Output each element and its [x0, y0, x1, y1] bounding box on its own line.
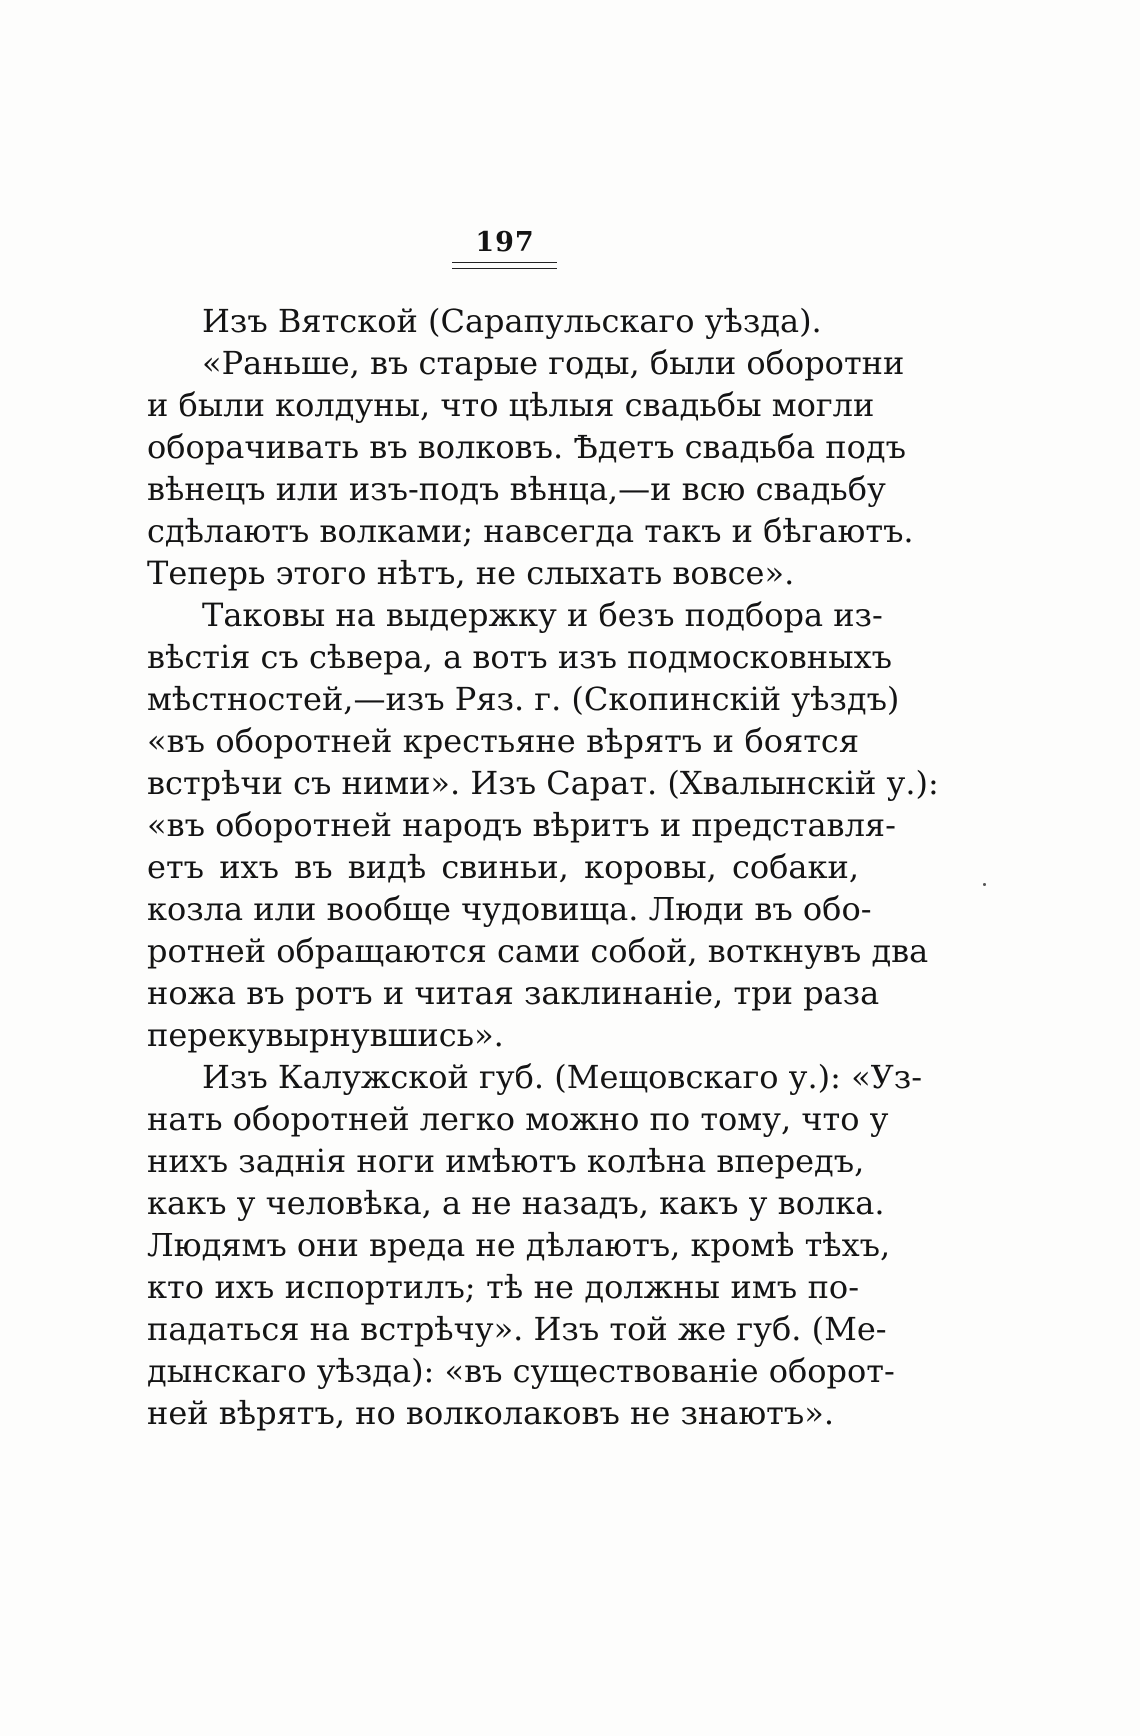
- text-line: козла или вообще чудовища. Люди въ обо-: [147, 890, 872, 928]
- text-line: ротней обращаются сами собой, воткнувъ два: [147, 932, 929, 970]
- text-line: кто ихъ испортилъ; тѣ не должны имъ по-: [147, 1268, 859, 1306]
- text-line: Изъ Калужской губ. (Мещовскаго у.): «Уз-: [202, 1058, 923, 1096]
- text-line: встрѣчи съ ними». Изъ Сарат. (Хвалынскій у.):: [147, 764, 939, 802]
- text-line: сдѣлаютъ волками; навсегда такъ и бѣгаютъ.: [147, 512, 914, 550]
- text-line: Людямъ они вреда не дѣлаютъ, кромѣ тѣхъ,: [147, 1226, 891, 1264]
- text-line: Таковы на выдержку и безъ подбора из-: [202, 596, 883, 634]
- page-number-rule: [452, 268, 557, 269]
- text-line: вѣнецъ или изъ-подъ вѣнца,—и всю свадьбу: [147, 470, 886, 508]
- text-line: етъ ихъ въ видѣ свиньи, коровы, собаки,: [147, 848, 859, 886]
- text-line: мѣстностей,—изъ Ряз. г. (Скопинскій уѣздъ): [147, 680, 900, 718]
- text-line: «въ оборотней народъ вѣритъ и представля-: [147, 806, 896, 844]
- text-line: и были колдуны, что цѣлыя свадьбы могли: [147, 386, 875, 424]
- text-line: Теперь этого нѣтъ, не слыхать вовсе».: [147, 554, 795, 592]
- page-number-rule: [452, 262, 557, 263]
- page-number: 197: [475, 227, 535, 258]
- text-line: «въ оборотней крестьяне вѣрятъ и боятся: [147, 722, 859, 760]
- text-line: вѣстія съ сѣвера, а вотъ изъ подмосковныхъ: [147, 638, 892, 676]
- text-line: нать оборотней легко можно по тому, что у: [147, 1100, 889, 1138]
- text-line: «Раньше, въ старые годы, были оборотни: [202, 344, 905, 382]
- text-line: оборачивать въ волковъ. Ѣдетъ свадьба подъ: [147, 428, 906, 466]
- text-line: какъ у человѣка, а не назадъ, какъ у волка.: [147, 1184, 885, 1222]
- text-line: падаться на встрѣчу». Изъ той же губ. (Ме-: [147, 1310, 887, 1348]
- print-speck: [983, 883, 986, 886]
- text-line: дынскаго уѣзда): «въ существованіе оборот-: [147, 1352, 895, 1390]
- text-line: Изъ Вятской (Сарапульскаго уѣзда).: [202, 302, 822, 340]
- body-text: [147, 300, 939, 1434]
- text-line: ножа въ ротъ и читая заклинаніе, три раза: [147, 974, 880, 1012]
- text-line: нихъ заднія ноги имѣютъ колѣна впередъ,: [147, 1142, 865, 1180]
- text-line: ней вѣрятъ, но волколаковъ не знаютъ».: [147, 1394, 834, 1432]
- text-line: перекувырнувшись».: [147, 1016, 504, 1054]
